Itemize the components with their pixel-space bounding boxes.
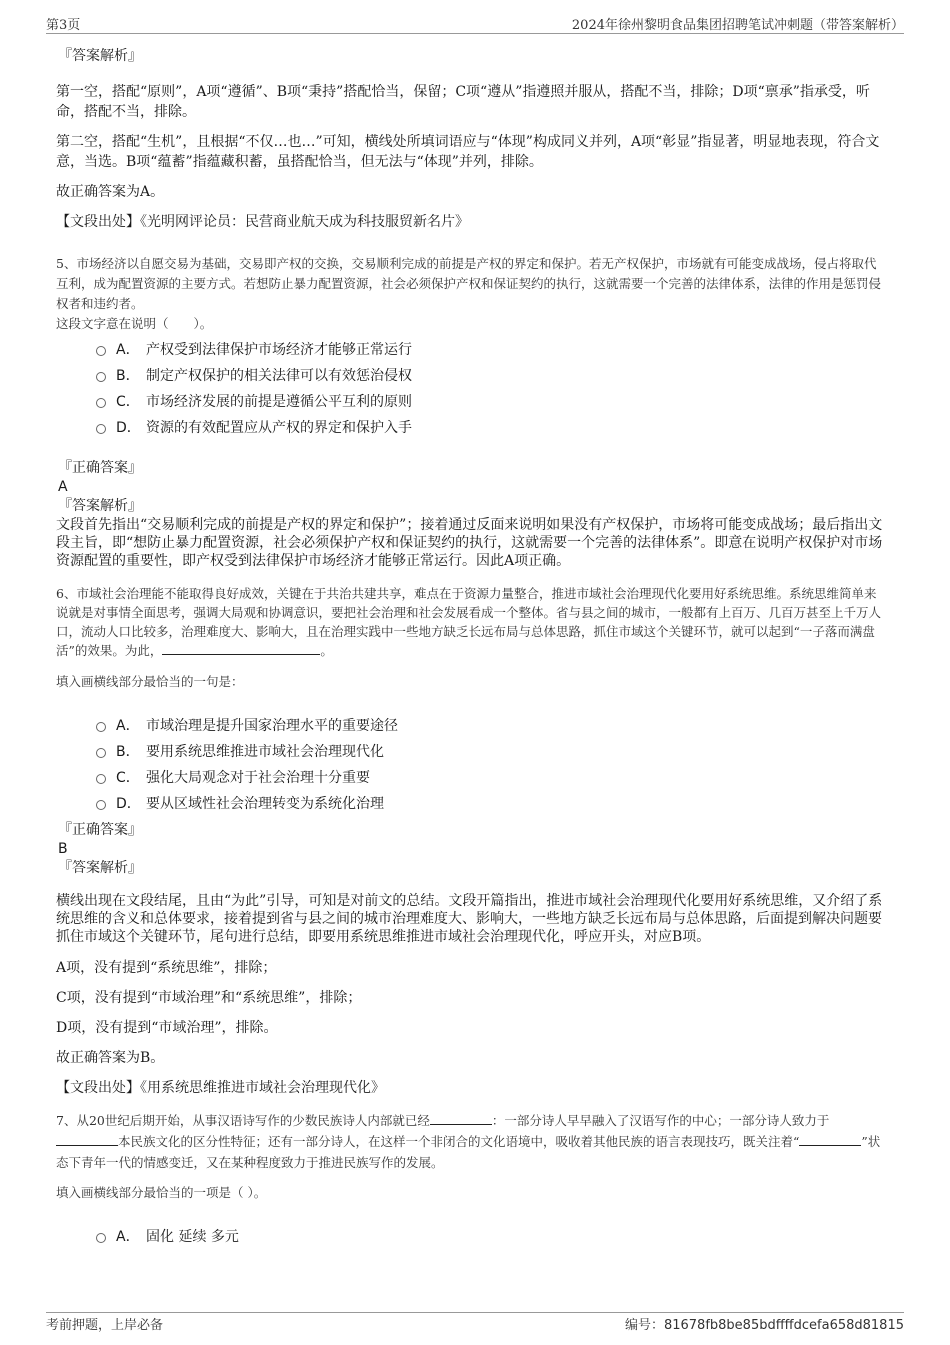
q6-option-b[interactable]: B． 要用系统思维推进市域社会治理现代化	[96, 738, 886, 764]
q7-blank-3	[799, 1133, 861, 1146]
radio-icon[interactable]	[96, 774, 106, 784]
q4-analysis-label: 『答案解析』	[58, 48, 142, 64]
q6-note-d: D项，没有提到“市域治理”，排除。	[56, 1020, 278, 1036]
q6-option-c[interactable]: C． 强化大局观念对于社会治理十分重要	[96, 764, 886, 790]
document-title: 2024年徐州黎明食品集团招聘笔试冲刺题（带答案解析）	[571, 18, 904, 33]
footer-divider	[46, 1312, 904, 1313]
radio-icon[interactable]	[96, 424, 106, 434]
q6-analysis-label: 『答案解析』	[58, 860, 142, 876]
q5-answer-label: 『正确答案』	[58, 460, 142, 476]
q5-analysis-label: 『答案解析』	[58, 498, 142, 514]
page-number: 第3页	[46, 18, 81, 33]
q5-option-b[interactable]: B． 制定产权保护的相关法律可以有效惩治侵权	[96, 362, 886, 388]
q7-blank-1	[430, 1112, 492, 1125]
radio-icon[interactable]	[96, 1233, 106, 1243]
footer-slogan: 考前押题，上岸必备	[46, 1318, 164, 1333]
q7-options	[96, 1223, 886, 1249]
page-content	[56, 44, 886, 1249]
q7-stem: 7、从20世纪后期开始，从事汉语诗写作的少数民族诗人内部就已经 ：一部分诗人早早融入了汉语写作的中心；一部分诗人致力于本民族文化的区分性特征；还有一部分诗人，在这样一个非闭合的文化语境中，吸收着其他民族的语言表现技巧，既关注着“ ”状态下青年一代的情感变迁，又在某种程度致力于推进民族写作的发展。	[56, 1113, 881, 1170]
q5-options	[96, 336, 886, 440]
q6-conclusion: 故正确答案为B。	[56, 1050, 165, 1066]
q6-option-a[interactable]: A． 市域治理是提升国家治理水平的重要途径	[96, 712, 886, 738]
q7-blank-2	[56, 1133, 118, 1146]
radio-icon[interactable]	[96, 372, 106, 382]
q5-question: 这段文字意在说明（ ）。	[56, 316, 213, 331]
radio-icon[interactable]	[96, 346, 106, 356]
radio-icon[interactable]	[96, 722, 106, 732]
q6-question: 填入画横线部分最恰当的一句是：	[56, 674, 244, 689]
q5-option-d[interactable]: D． 资源的有效配置应从产权的界定和保护入手	[96, 414, 886, 440]
q7-question: 填入画横线部分最恰当的一项是（ ）。	[56, 1185, 267, 1200]
q5-option-c[interactable]: C． 市场经济发展的前提是遵循公平互利的原则	[96, 388, 886, 414]
q5-option-a[interactable]: A． 产权受到法律保护市场经济才能够正常运行	[96, 336, 886, 362]
q6-note-a: A项，没有提到“系统思维”，排除；	[56, 960, 277, 976]
q6-stem: 6、市域社会治理能不能取得良好成效，关键在于共治共建共享，难点在于资源力量整合，推进市域社会治理现代化要用好系统思维。系统思维简单来说就是对事情全面思考，强调大局观和协调意识，要把社会治理和社会发展看成一个整体。省与县之间的城市，一般都有上百万、几百万甚至上千万人口，流动人口比较多，治理难度大、影响大，且在治理实践中一些地方缺乏长远布局与总体思路，抓住市域这个关键环节，就可以起到“一子落而满盘活”的效果。为此， 。	[56, 586, 882, 658]
q5-stem: 5、市场经济以自愿交易为基础，交易即产权的交换，交易顺利完成的前提是产权的界定和保护。若无产权保护，市场就有可能变成战场，侵占将取代互利，成为配置资源的主要方式。若想防止暴力配置资源，社会必须保护产权和保证契约的执行，这就需要一个完善的法律体系，法律的作用是惩罚侵权者和违约者。	[56, 256, 882, 311]
q5-answer: A	[58, 479, 68, 495]
q6-source: 【文段出处】《用系统思维推进市域社会治理现代化》	[56, 1080, 385, 1096]
q6-blank	[162, 642, 320, 655]
radio-icon[interactable]	[96, 800, 106, 810]
q4-analysis-p1: 第一空，搭配“原则”，A项“遵循”、B项“秉持”搭配恰当，保留；C项“遵从”指遵照并服从，搭配不当，排除；D项“禀承”指承受，听命，搭配不当，排除。	[56, 84, 870, 120]
q5-analysis: 文段首先指出“交易顺利完成的前提是产权的界定和保护”；接着通过反面来说明如果没有产权保护，市场将可能变成战场；最后指出文段主旨，即“想防止暴力配置资源，社会必须保护产权和保证契约的执行，这就需要一个完善的法律体系”。即意在说明产权保护对市场资源配置的重要性，即产权受到法律保护市场经济才能够正常运行。因此A项正确。	[56, 517, 883, 569]
header-divider	[46, 33, 904, 34]
q7-option-a[interactable]: A． 固化 延续 多元	[96, 1223, 886, 1249]
q6-option-d[interactable]: D． 要从区域性社会治理转变为系统化治理	[96, 790, 886, 816]
radio-icon[interactable]	[96, 748, 106, 758]
q6-answer-label: 『正确答案』	[58, 822, 142, 838]
q6-answer: B	[58, 841, 68, 857]
q6-note-c: C项，没有提到“市域治理”和“系统思维”，排除；	[56, 990, 362, 1006]
q4-source: 【文段出处】《光明网评论员：民营商业航天成为科技服贸新名片》	[56, 214, 469, 230]
q6-options	[96, 712, 886, 816]
q6-analysis: 横线出现在文段结尾，且由“为此”引导，可知是对前文的总结。文段开篇指出，推进市域社会治理现代化要用好系统思维，又介绍了系统思维的含义和总体要求，接着提到省与县之间的城市治理难度大、影响大，一些地方缺乏长远布局与总体思路，后面提到解决问题要抓住市域这个关键环节，尾句进行总结，即要用系统思维推进市域社会治理现代化，呼应开头，对应B项。	[56, 893, 883, 945]
document-id: 编号：81678fb8be85bdffffdcefa658d81815	[624, 1318, 904, 1333]
radio-icon[interactable]	[96, 398, 106, 408]
q4-analysis-p2: 第二空，搭配“生机”，且根据“不仅…也…”可知，横线处所填词语应与“体现”构成同义并列，A项“彰显”指显著，明显地表现，符合文意，当选。B项“蕴蓄”指蕴藏积蓄，虽搭配恰当，但无法与“体现”并列，排除。	[56, 134, 880, 170]
q4-conclusion: 故正确答案为A。	[56, 184, 165, 200]
page-header	[46, 14, 904, 34]
